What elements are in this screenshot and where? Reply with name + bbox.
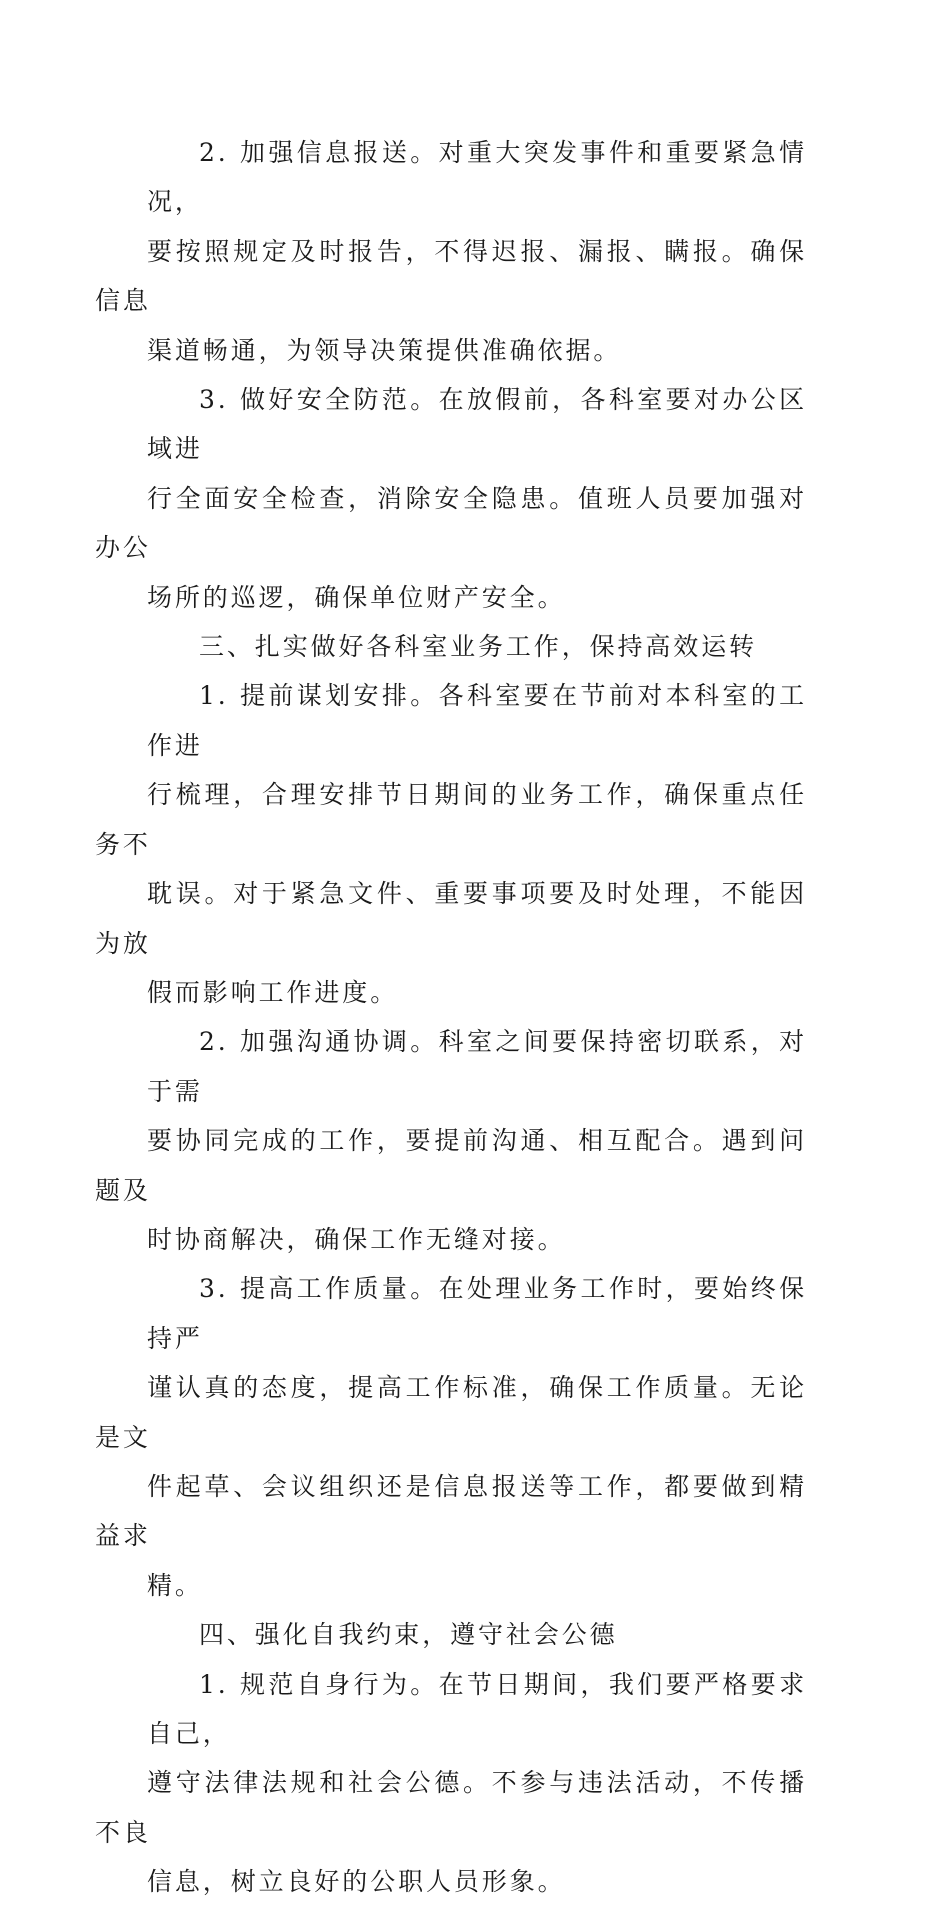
paragraph-conduct [95, 1660, 807, 1907]
text-line: 2. 加强信息报送。对重大突发事件和重要紧急情况， [147, 138, 807, 217]
text-line: 时协商解决，确保工作无缝对接。 [147, 1224, 566, 1254]
text-line: 精。 [147, 1570, 203, 1600]
text-line: 件起草、会议组织还是信息报送等工作，都要做到精益求 [95, 1471, 807, 1551]
text-line: 场所的巡逻，确保单位财产安全。 [147, 582, 566, 612]
paragraph-info-reporting [95, 128, 807, 375]
text-line: 三、扎实做好各科室业务工作，保持高效运转 [199, 632, 758, 662]
document-body [95, 128, 807, 1907]
paragraph-coordination [95, 1017, 807, 1264]
text-line: 信息，树立良好的公职人员形象。 [147, 1867, 566, 1897]
paragraph-planning [95, 671, 807, 1017]
text-line: 耽误。对于紧急文件、重要事项要及时处理，不能因为放 [95, 879, 807, 958]
section-heading-four [147, 1610, 807, 1659]
text-line: 遵守法律法规和社会公德。不参与违法活动，不传播不良 [95, 1768, 807, 1847]
text-line: 渠道畅通，为领导决策提供准确依据。 [147, 335, 622, 365]
text-line: 要按照规定及时报告，不得迟报、漏报、瞒报。确保信息 [95, 236, 807, 316]
text-line: 谨认真的态度，提高工作标准，确保工作质量。无论是文 [95, 1373, 807, 1452]
text-line: 要协同完成的工作，要提前沟通、相互配合。遇到问题及 [95, 1126, 807, 1205]
text-line: 行全面安全检查，消除安全隐患。值班人员要加强对办公 [95, 483, 807, 563]
text-line: 1. 提前谋划安排。各科室要在节前对本科室的工作进 [147, 681, 807, 760]
text-line: 3. 做好安全防范。在放假前，各科室要对办公区域进 [147, 385, 807, 464]
paragraph-quality [95, 1264, 807, 1610]
text-line: 假而影响工作进度。 [147, 977, 399, 1007]
paragraph-safety [95, 375, 807, 622]
text-line: 行梳理，合理安排节日期间的业务工作，确保重点任务不 [95, 780, 807, 859]
text-line: 四、强化自我约束，遵守社会公德 [199, 1620, 618, 1650]
text-line: 3. 提高工作质量。在处理业务工作时，要始终保持严 [147, 1274, 807, 1353]
text-line: 1. 规范自身行为。在节日期间，我们要严格要求自己， [147, 1669, 807, 1748]
text-line: 2. 加强沟通协调。科室之间要保持密切联系，对于需 [147, 1027, 807, 1106]
section-heading-three [147, 622, 807, 671]
